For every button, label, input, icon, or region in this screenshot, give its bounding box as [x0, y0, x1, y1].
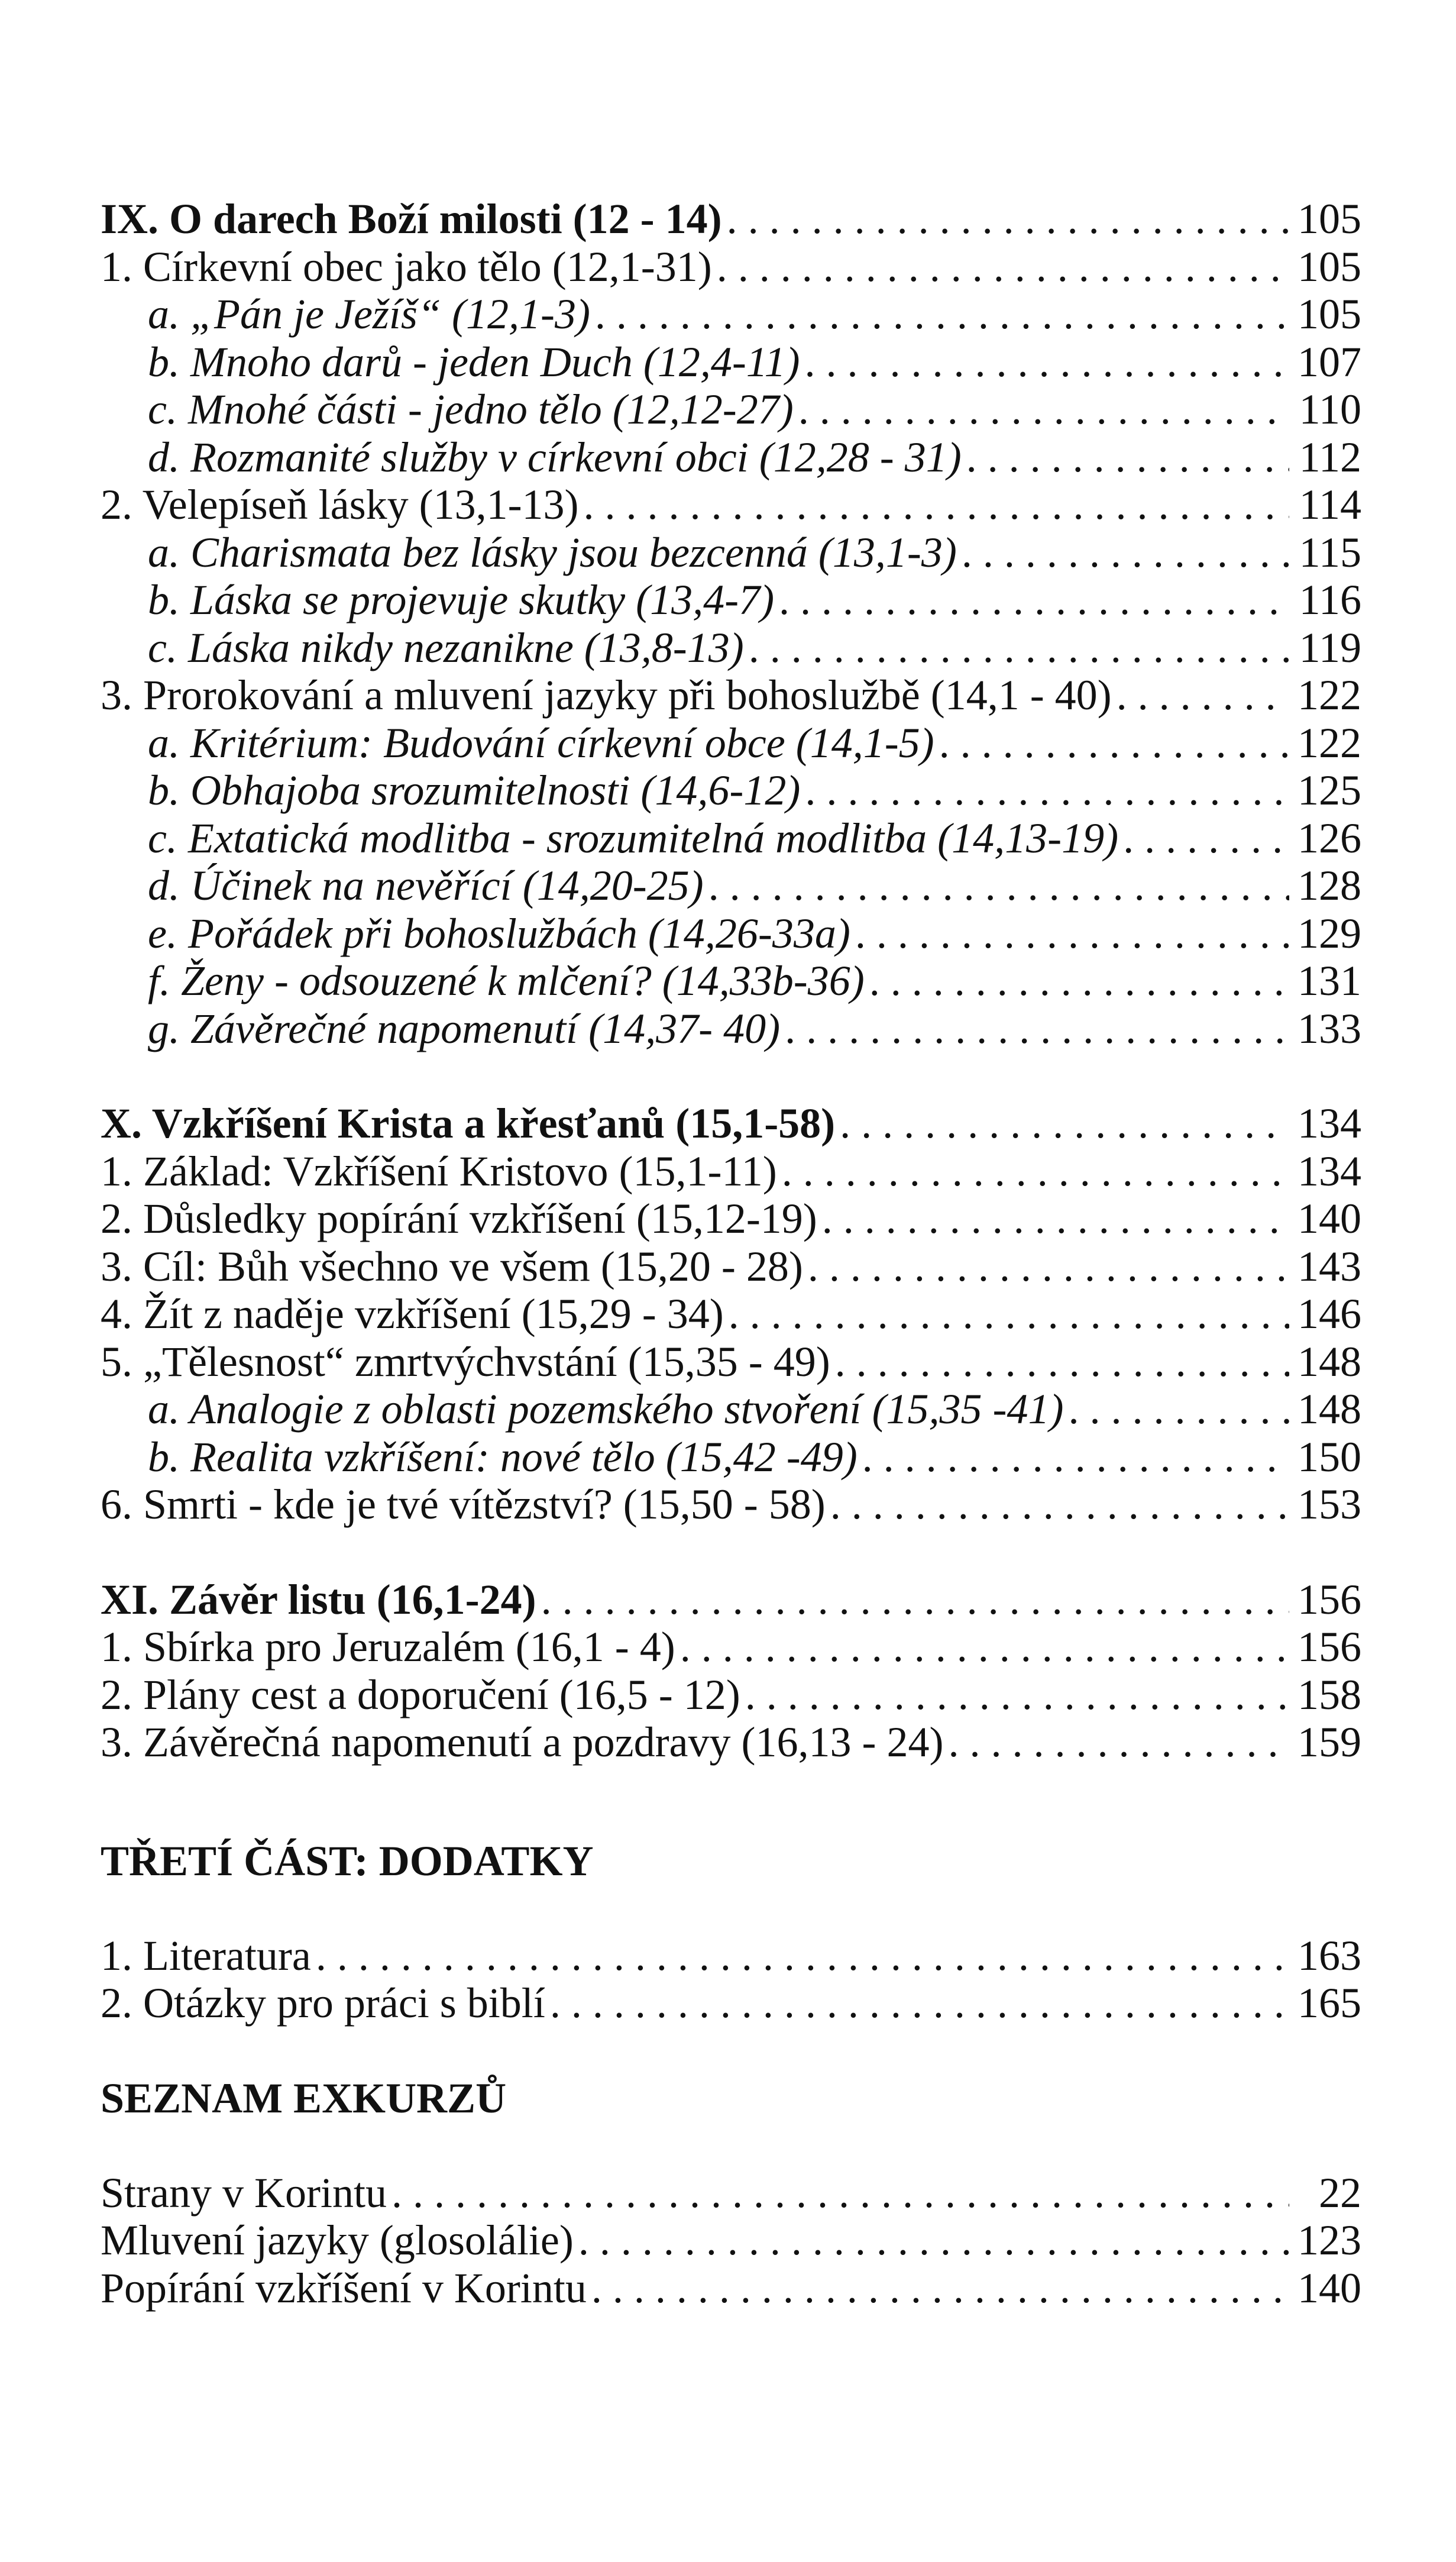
- toc-entry[interactable]: [101, 1195, 1361, 1243]
- toc-page-number: 159: [1298, 1718, 1361, 1766]
- toc-subentry[interactable]: [101, 862, 1361, 910]
- toc-entry-title: b. Mnoho darů - jeden Duch (12,4-11): [148, 338, 800, 386]
- dot-leader: [830, 1481, 1289, 1529]
- dot-leader: [855, 910, 1289, 958]
- dot-leader: [1117, 671, 1289, 719]
- dot-leader: [948, 1718, 1289, 1766]
- dot-leader: [391, 2169, 1289, 2217]
- toc-entry-title: a. „Pán je Ježíš“ (12,1-3): [148, 290, 590, 338]
- dot-leader: [869, 957, 1289, 1005]
- toc-heading-title: IX. O darech Boží milosti (12 - 14): [101, 195, 722, 243]
- excursus-heading: SEZNAM EXKURZŮ: [101, 2074, 507, 2122]
- part-three-heading: TŘETÍ ČÁST: DODATKY: [101, 1837, 594, 1885]
- section-spacer: [101, 1052, 1361, 1100]
- toc-entry-title: a. Charismata bez lásky jsou bezcenná (13,1-3): [148, 528, 957, 576]
- toc-subentry[interactable]: [101, 624, 1361, 672]
- toc-entry-title: 1. Církevní obec jako tělo (12,1-31): [101, 243, 712, 290]
- toc-entry[interactable]: [101, 1290, 1361, 1338]
- toc-entry[interactable]: [101, 1338, 1361, 1386]
- dot-leader: [835, 1338, 1289, 1386]
- dot-leader: [798, 386, 1289, 434]
- toc-page-number: 148: [1298, 1385, 1361, 1433]
- dot-leader: [1123, 815, 1289, 862]
- toc-entry-title: 3. Cíl: Bůh všechno ve všem (15,20 - 28): [101, 1242, 803, 1290]
- toc-subentry[interactable]: [101, 1385, 1361, 1433]
- toc-entry-title: g. Závěrečné napomenutí (14,37- 40): [148, 1004, 781, 1052]
- toc-entry-title: b. Realita vzkříšení: nové tělo (15,42 -49): [148, 1433, 858, 1481]
- toc-entry-title: e. Pořádek při bohoslužbách (14,26-33a): [148, 909, 850, 957]
- toc-page-number: 112: [1299, 433, 1361, 481]
- toc-entry-title: c. Láska nikdy nezanikne (13,8-13): [148, 623, 744, 671]
- toc-subentry[interactable]: [101, 386, 1361, 434]
- toc-page-number: 131: [1298, 957, 1361, 1004]
- toc-entry[interactable]: [101, 1979, 1361, 2027]
- toc-entry-title: 3. Závěrečná napomenutí a pozdravy (16,13 - 24): [101, 1718, 944, 1766]
- dot-leader: [749, 624, 1289, 672]
- toc-page-number: 153: [1298, 1481, 1361, 1528]
- toc-page-number: 107: [1298, 338, 1361, 386]
- toc-entry[interactable]: [101, 243, 1361, 291]
- toc-entry[interactable]: [101, 2169, 1361, 2217]
- toc-heading-ix[interactable]: [101, 195, 1361, 243]
- toc-subentry[interactable]: [101, 338, 1361, 386]
- toc-entry-title: 4. Žít z naděje vzkříšení (15,29 - 34): [101, 1290, 724, 1337]
- table-of-contents: [101, 195, 1361, 2312]
- dot-leader: [805, 767, 1289, 815]
- dot-leader: [745, 1671, 1289, 1719]
- toc-page-number: 158: [1298, 1671, 1361, 1718]
- toc-subentry[interactable]: [101, 576, 1361, 624]
- toc-entry-title: c. Extatická modlitba - srozumitelná modlitba (14,13-19): [148, 814, 1119, 862]
- dot-leader: [316, 1932, 1289, 1980]
- toc-heading-xi[interactable]: [101, 1576, 1361, 1624]
- toc-entry[interactable]: [101, 671, 1361, 719]
- toc-section-part-three: [101, 1932, 1361, 2027]
- toc-subentry[interactable]: [101, 434, 1361, 482]
- toc-page-number: 119: [1299, 623, 1361, 671]
- toc-heading-title: XI. Závěr listu (16,1-24): [101, 1575, 536, 1623]
- toc-subentry[interactable]: [101, 529, 1361, 577]
- toc-entry-title: 6. Smrti - kde je tvé vítězství? (15,50 - 58): [101, 1481, 826, 1528]
- dot-leader: [578, 2217, 1289, 2264]
- toc-entry-title: 2. Velepíseň lásky (13,1-13): [101, 481, 579, 528]
- section-spacer: [101, 1529, 1361, 1576]
- toc-page-number: 140: [1298, 2264, 1361, 2312]
- toc-page-number: 22: [1319, 2169, 1361, 2217]
- dot-leader: [939, 719, 1289, 767]
- toc-page-number: 105: [1298, 195, 1361, 243]
- toc-entry-title: Popírání vzkříšení v Korintu: [101, 2264, 587, 2312]
- dot-leader: [962, 529, 1289, 577]
- dot-leader: [804, 338, 1289, 386]
- toc-entry-title: a. Kritérium: Budování církevní obce (14,1-5): [148, 719, 934, 767]
- toc-page-number: 156: [1298, 1575, 1361, 1623]
- toc-section-ix: [101, 195, 1361, 1052]
- toc-entry[interactable]: [101, 1932, 1361, 1980]
- toc-subentry[interactable]: [101, 910, 1361, 958]
- toc-subentry[interactable]: [101, 1433, 1361, 1481]
- toc-page-number: 140: [1298, 1195, 1361, 1242]
- dot-leader: [727, 195, 1289, 243]
- toc-section-xi: [101, 1576, 1361, 1766]
- toc-heading-title: X. Vzkříšení Krista a křesťanů (15,1-58): [101, 1100, 836, 1147]
- toc-entry[interactable]: [101, 1148, 1361, 1196]
- dot-leader: [717, 243, 1289, 291]
- toc-heading-x[interactable]: [101, 1100, 1361, 1148]
- toc-subentry[interactable]: [101, 290, 1361, 338]
- toc-page-number: 122: [1298, 719, 1361, 767]
- toc-subentry[interactable]: [101, 1005, 1361, 1053]
- toc-entry-title: f. Ženy - odsouzené k mlčení? (14,33b-36): [148, 957, 865, 1004]
- toc-page-number: 125: [1298, 767, 1361, 814]
- toc-page-number: 115: [1299, 528, 1361, 576]
- toc-page-number: 123: [1298, 2217, 1361, 2264]
- toc-entry[interactable]: [101, 1718, 1361, 1766]
- toc-entry-title: 1. Základ: Vzkříšení Kristovo (15,1-11): [101, 1147, 777, 1195]
- section-spacer: [101, 1766, 1361, 1837]
- toc-page-number: 134: [1298, 1147, 1361, 1195]
- dot-leader: [822, 1195, 1289, 1243]
- toc-entry-title: 2. Otázky pro práci s biblí: [101, 1979, 545, 2027]
- dot-leader: [966, 434, 1289, 482]
- toc-entry-title: a. Analogie z oblasti pozemského stvoření (15,35 -41): [148, 1385, 1064, 1433]
- toc-page-number: 150: [1298, 1433, 1361, 1481]
- toc-subentry[interactable]: [101, 719, 1361, 767]
- dot-leader: [862, 1433, 1289, 1481]
- toc-entry[interactable]: [101, 1623, 1361, 1671]
- section-spacer: [101, 2027, 1361, 2075]
- toc-subentry[interactable]: [101, 815, 1361, 862]
- toc-entry-title: 2. Plány cest a doporučení (16,5 - 12): [101, 1671, 740, 1718]
- toc-page-number: 114: [1299, 481, 1361, 528]
- dot-leader: [785, 1005, 1289, 1053]
- toc-entry-title: Strany v Korintu: [101, 2169, 387, 2217]
- toc-page-number: 156: [1298, 1623, 1361, 1671]
- section-spacer: [101, 1885, 1361, 1932]
- toc-section-excursus: [101, 2169, 1361, 2312]
- dot-leader: [779, 576, 1289, 624]
- toc-entry-title: 3. Prorokování a mluvení jazyky při bohoslužbě (14,1 - 40): [101, 671, 1112, 719]
- section-spacer: [101, 2122, 1361, 2169]
- toc-page-number: 128: [1298, 862, 1361, 909]
- toc-subentry[interactable]: [101, 767, 1361, 815]
- dot-leader: [840, 1100, 1289, 1148]
- toc-page-number: 143: [1298, 1242, 1361, 1290]
- toc-entry-title: Mluvení jazyky (glosolálie): [101, 2217, 574, 2264]
- dot-leader: [680, 1623, 1289, 1671]
- toc-page-number: 133: [1298, 1004, 1361, 1052]
- toc-entry-title: b. Láska se projevuje skutky (13,4-7): [148, 576, 775, 623]
- toc-page-number: 122: [1298, 671, 1361, 719]
- dot-leader: [808, 1243, 1289, 1291]
- dot-leader: [782, 1148, 1289, 1196]
- dot-leader: [584, 481, 1289, 529]
- toc-section-x: [101, 1100, 1361, 1529]
- toc-entry-title: b. Obhajoba srozumitelnosti (14,6-12): [148, 767, 801, 814]
- toc-page-number: 116: [1299, 576, 1361, 623]
- toc-page-number: 148: [1298, 1337, 1361, 1385]
- toc-entry[interactable]: [101, 1481, 1361, 1529]
- toc-page-number: 105: [1298, 290, 1361, 338]
- toc-page-number: 165: [1298, 1979, 1361, 2027]
- dot-leader: [708, 862, 1289, 910]
- dot-leader: [550, 1979, 1289, 2027]
- toc-page-number: 129: [1298, 909, 1361, 957]
- toc-page-number: 134: [1298, 1100, 1361, 1147]
- dot-leader: [541, 1576, 1289, 1624]
- toc-entry-title: c. Mnohé části - jedno tělo (12,12-27): [148, 386, 794, 433]
- dot-leader: [729, 1290, 1289, 1338]
- toc-page-number: 163: [1298, 1931, 1361, 1979]
- toc-entry[interactable]: [101, 1671, 1361, 1719]
- dot-leader: [1069, 1385, 1290, 1433]
- toc-subentry[interactable]: [101, 957, 1361, 1005]
- toc-entry[interactable]: [101, 1243, 1361, 1291]
- dot-leader: [595, 290, 1289, 338]
- toc-entry-title: 5. „Tělesnost“ zmrtvýchvstání (15,35 - 49): [101, 1337, 830, 1385]
- toc-page-number: 146: [1298, 1290, 1361, 1337]
- toc-entry-title: 1. Sbírka pro Jeruzalém (16,1 - 4): [101, 1623, 675, 1671]
- toc-entry[interactable]: [101, 2217, 1361, 2264]
- toc-entry-title: d. Rozmanité služby v církevní obci (12,28 - 31): [148, 433, 962, 481]
- toc-page-number: 105: [1298, 243, 1361, 290]
- toc-entry-title: d. Účinek na nevěřící (14,20-25): [148, 862, 704, 909]
- toc-page-number: 126: [1298, 814, 1361, 862]
- toc-entry[interactable]: [101, 2264, 1361, 2312]
- dot-leader: [591, 2264, 1289, 2312]
- toc-entry-title: 2. Důsledky popírání vzkříšení (15,12-19): [101, 1195, 817, 1242]
- toc-page-number: 110: [1299, 386, 1361, 433]
- toc-entry[interactable]: [101, 481, 1361, 529]
- toc-entry-title: 1. Literatura: [101, 1931, 311, 1979]
